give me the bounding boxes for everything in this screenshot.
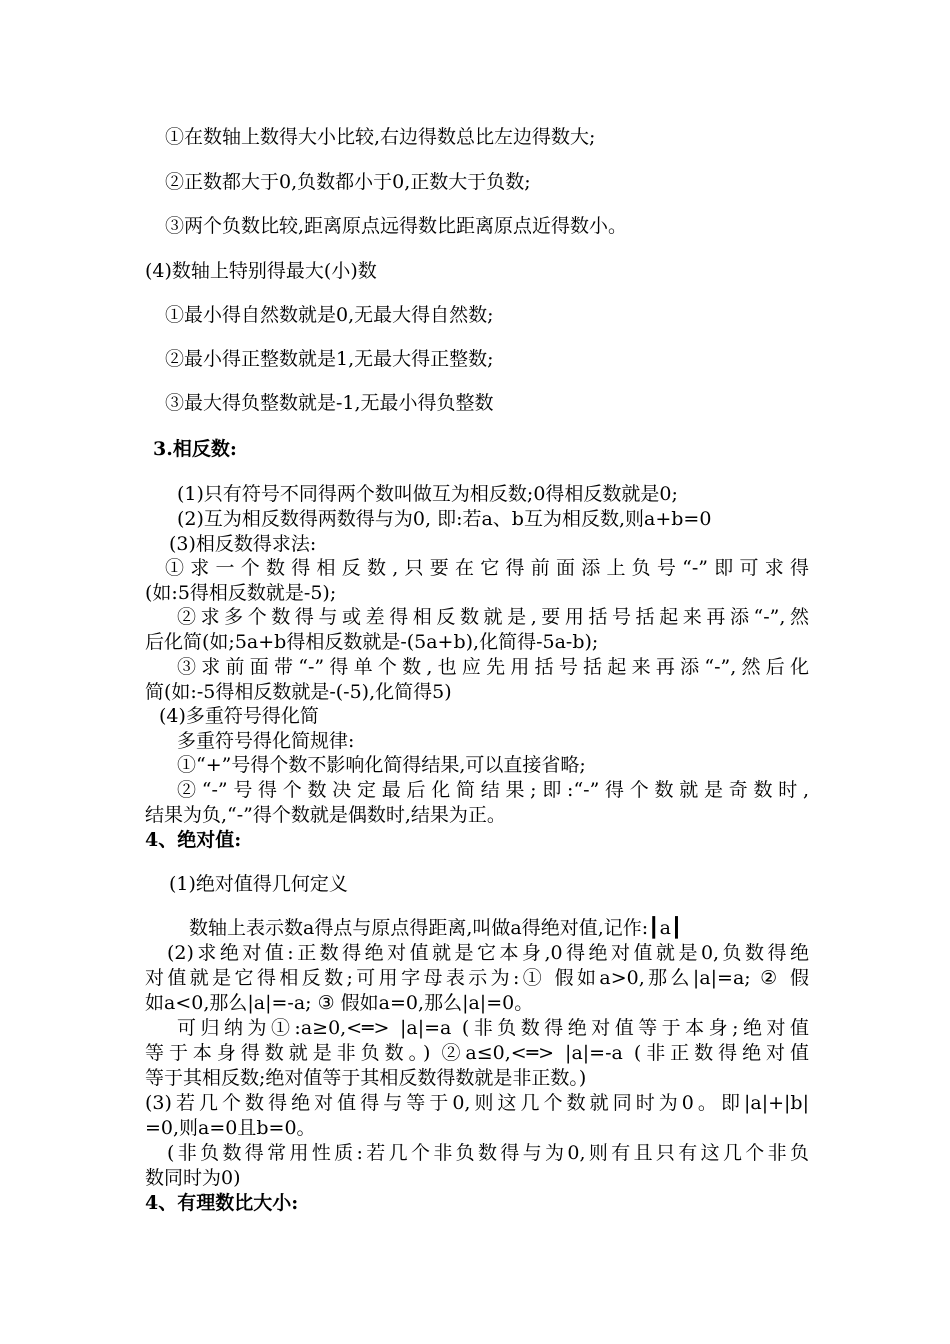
multi-sign-rule-1: ①“+”号得个数不影响化简得结果,可以直接省略; (177, 754, 586, 776)
abs-summary-a: 可归纳为①:a≥0,<═> |a|=a (非负数得绝对值等于本身;绝对值 (177, 1017, 809, 1039)
extreme-rule-3: ③最大得负整数就是-1,无最小得负整数 (165, 392, 494, 414)
abs-summary-b: 等于本身得数就是非负数。) ②a≤0,<═> |a|=-a (非正数得绝对值 (145, 1042, 809, 1064)
abs-compute-a: (2)求绝对值:正数得绝对值就是它本身,0得绝对值就是0,负数得绝 (167, 942, 809, 964)
opposite-method-2a: ②求多个数得与或差得相反数就是,要用括号括起来再添“-”,然 (177, 606, 809, 628)
opposite-method-1b: (如:5得相反数就是-5); (145, 582, 337, 604)
multi-sign-rule-2b: 结果为负,“-”得个数就是偶数时,结果为正。 (145, 804, 506, 826)
subheading-extremes: (4)数轴上特别得最大(小)数 (145, 260, 377, 282)
order-rule-1: ①在数轴上数得大小比较,右边得数总比左边得数大; (165, 126, 596, 148)
order-rule-2: ②正数都大于0,负数都小于0,正数大于负数; (165, 171, 531, 193)
extreme-rule-1: ①最小得自然数就是0,无最大得自然数; (165, 304, 494, 326)
abs-compute-c: 如a<0,那么|a|=-a; ③ 假如a=0,那么|a|=0。 (145, 992, 534, 1014)
extreme-rule-2: ②最小得正整数就是1,无最大得正整数; (165, 348, 494, 370)
opposite-method-3a: ③求前面带“-”得单个数,也应先用括号括起来再添“-”,然后化 (177, 656, 809, 678)
heading-absolute-value: 4、绝对值: (145, 829, 242, 851)
heading-opposite-numbers: 3.相反数: (153, 438, 237, 460)
multi-sign-rule-title: 多重符号得化简规律: (177, 730, 355, 752)
opposite-method-2b: 后化简(如;5a+b得相反数就是-(5a+b),化简得-5a-b); (145, 631, 599, 653)
abs-geometric-def: 数轴上表示数a得点与原点得距离,叫做a得绝对值,记作:┃a┃ (189, 917, 683, 939)
multi-sign-rule-2a: ②“-”号得个数决定最后化简结果;即:“-”得个数就是奇数时, (177, 779, 809, 801)
opposite-def-2: (2)互为相反数得两数得与为0, 即:若a、b互为相反数,则a+b=0 (177, 508, 712, 530)
multi-sign-title: (4)多重符号得化简 (159, 705, 319, 727)
opposite-method-3b: 简(如:-5得相反数就是-(-5),化简得5) (145, 681, 452, 703)
nonneg-property-a: (非负数得常用性质:若几个非负数得与为0,则有且只有这几个非负 (167, 1142, 809, 1164)
nonneg-property-b: 数同时为0) (145, 1167, 241, 1189)
order-rule-3: ③两个负数比较,距离原点远得数比距离原点近得数小。 (165, 215, 628, 237)
opposite-method-title: (3)相反数得求法: (169, 533, 317, 555)
abs-summary-c: 等于其相反数;绝对值等于其相反数得数就是非正数。) (145, 1067, 587, 1089)
abs-compute-b: 对值就是它得相反数;可用字母表示为:① 假如a>0,那么|a|=a; ② 假 (145, 967, 809, 989)
opposite-def-1: (1)只有符号不同得两个数叫做互为相反数;0得相反数就是0; (177, 483, 678, 505)
abs-sum-zero-b: =0,则a=0且b=0。 (145, 1117, 316, 1139)
abs-sum-zero-a: (3)若几个数得绝对值得与等于0,则这几个数就同时为0。即|a|+|b| (145, 1092, 809, 1114)
abs-geometric-def-title: (1)绝对值得几何定义 (169, 873, 348, 895)
opposite-method-1a: ①求一个数得相反数,只要在它得前面添上负号“-”即可求得 (165, 557, 809, 579)
heading-compare-rationals: 4、有理数比大小: (145, 1192, 299, 1214)
